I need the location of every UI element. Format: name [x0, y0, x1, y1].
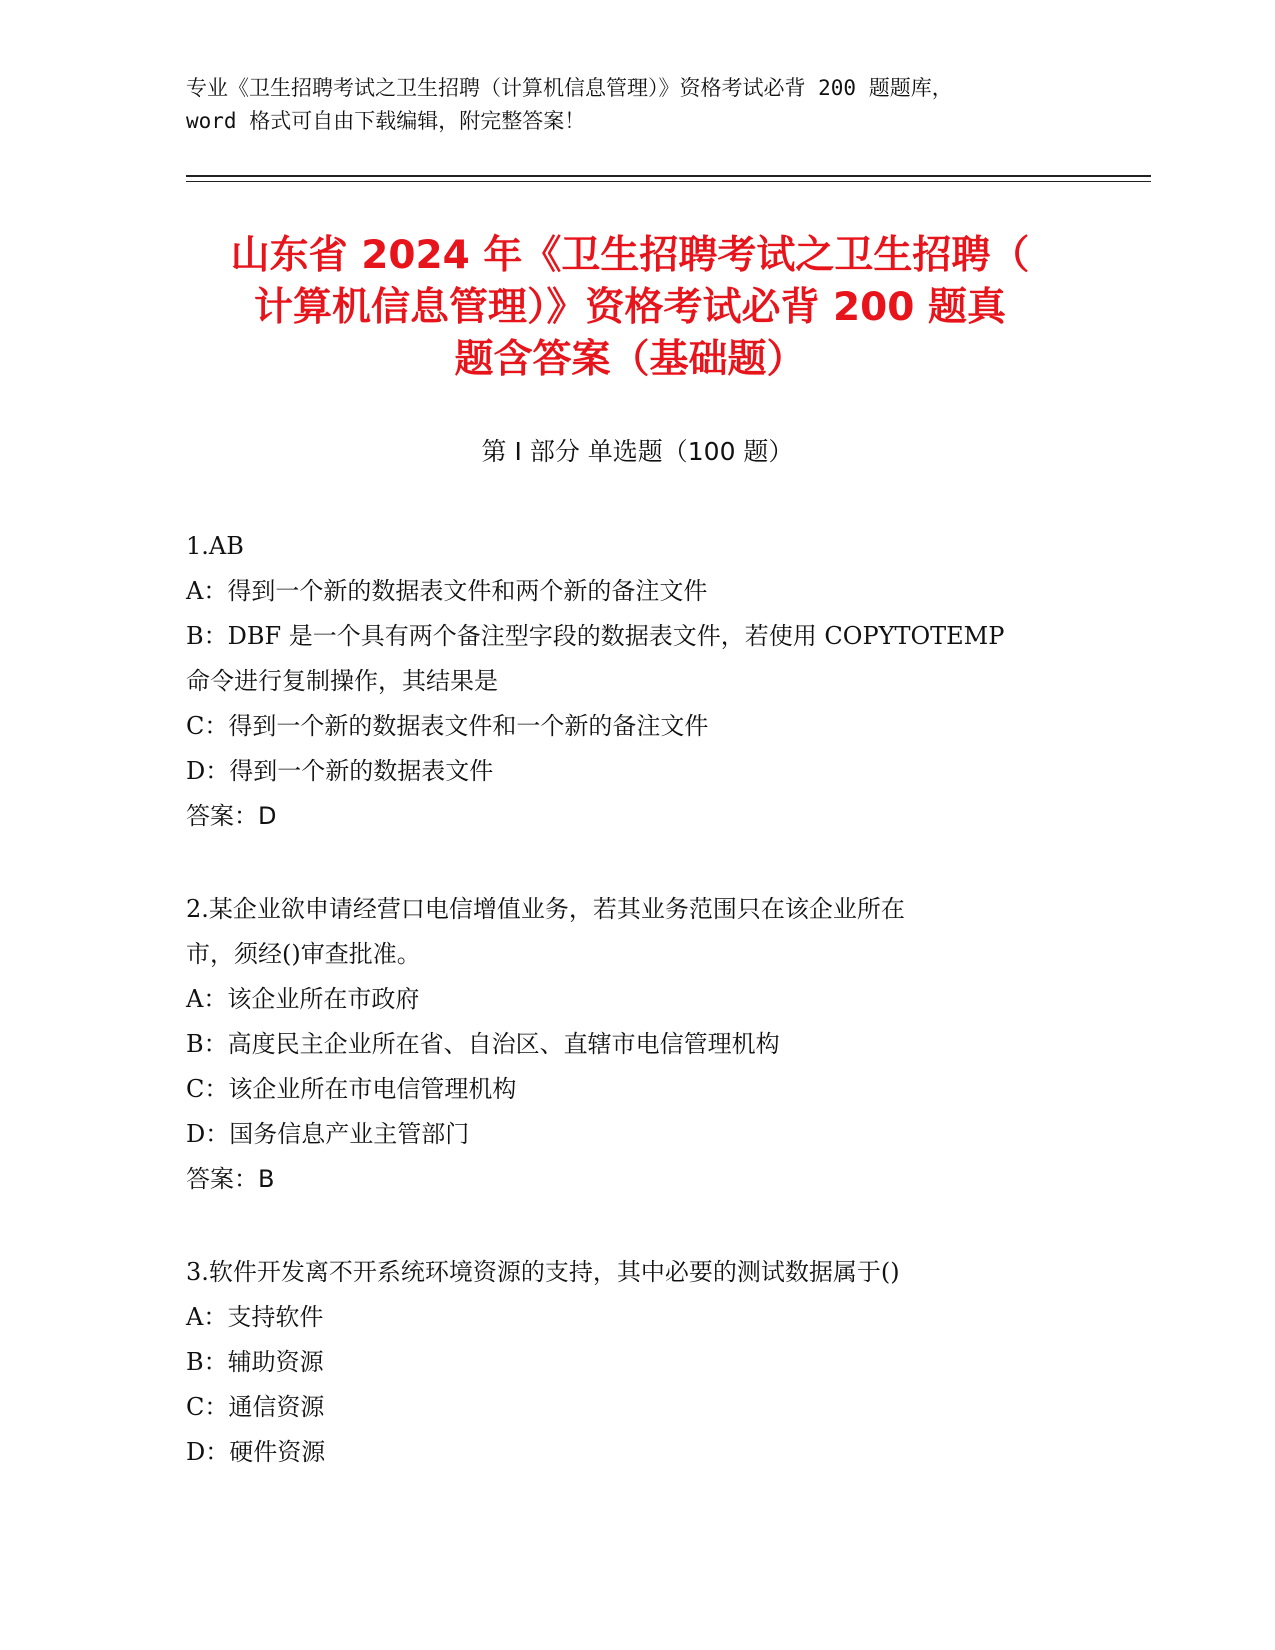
question-3-option-d: D：硬件资源	[186, 1438, 326, 1466]
question-1-option-b-cont: 命令进行复制操作，其结果是	[186, 667, 498, 695]
question-2-option-b: B：高度民主企业所在省、自治区、直辖市电信管理机构	[186, 1030, 780, 1058]
question-3-line-1: 3.软件开发离不开系统环境资源的支持，其中必要的测试数据属于()	[186, 1258, 900, 1286]
question-2-line-2: 市，须经()审查批准。	[186, 940, 421, 968]
question-2	[186, 887, 1106, 1202]
question-2-option-d: D：国务信息产业主管部门	[186, 1120, 470, 1148]
title-line-2: 计算机信息管理）》资格考试必背 200 题真	[253, 285, 1007, 330]
question-3	[186, 1250, 1106, 1475]
question-1-answer: 答案：D	[186, 802, 277, 830]
question-1	[186, 524, 1106, 839]
question-3-option-c: C：通信资源	[186, 1393, 325, 1421]
header-rule-thin	[186, 181, 1151, 182]
question-1-line-1: 1.AB	[186, 532, 244, 560]
question-2-answer: 答案：B	[186, 1165, 275, 1193]
intro-line-2: word 格式可自由下载编辑，附完整答案！	[186, 109, 586, 133]
question-2-option-a: A：该企业所在市政府	[186, 985, 420, 1013]
section-heading: 第 I 部分 单选题（100 题）	[481, 437, 794, 466]
intro-line-1: 专业《卫生招聘考试之卫生招聘（计算机信息管理）》资格考试必背 200 题题库，	[186, 76, 953, 100]
header-rule-thick	[186, 175, 1151, 177]
title-line-3: 题含答案（基础题）	[454, 337, 806, 382]
question-1-option-a: A：得到一个新的数据表文件和两个新的备注文件	[186, 577, 708, 605]
question-3-option-a: A：支持软件	[186, 1303, 324, 1331]
question-list	[186, 524, 1106, 1523]
intro-text	[186, 72, 1106, 138]
question-3-option-b: B：辅助资源	[186, 1348, 324, 1376]
question-1-option-c: C：得到一个新的数据表文件和一个新的备注文件	[186, 712, 709, 740]
question-1-option-b: B：DBF 是一个具有两个备注型字段的数据表文件，若使用 COPYTOTEMP	[186, 622, 1005, 650]
title-line-1: 山东省 2024 年《卫生招聘考试之卫生招聘（	[230, 233, 1030, 278]
question-2-option-c: C：该企业所在市电信管理机构	[186, 1075, 517, 1103]
question-2-line-1: 2.某企业欲申请经营口电信增值业务，若其业务范围只在该企业所在	[186, 895, 905, 923]
question-1-option-d: D：得到一个新的数据表文件	[186, 757, 494, 785]
document-title	[160, 230, 1100, 386]
